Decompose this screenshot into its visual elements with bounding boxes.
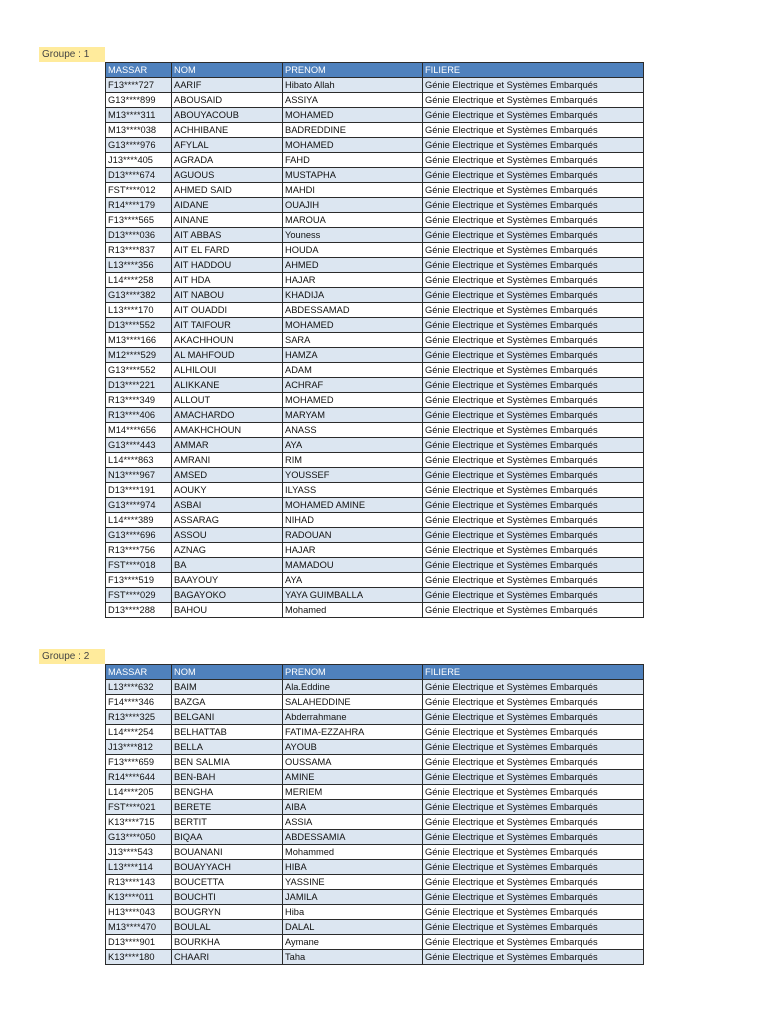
table-row bbox=[106, 243, 644, 258]
table-row bbox=[106, 168, 644, 183]
massar-cell: FST****012 bbox=[106, 183, 172, 198]
prenom-cell: AIBA bbox=[283, 800, 423, 815]
massar-cell: D13****674 bbox=[106, 168, 172, 183]
massar-cell: G13****974 bbox=[106, 498, 172, 513]
massar-cell: L13****632 bbox=[106, 680, 172, 695]
nom-cell: BOUCHTI bbox=[172, 890, 283, 905]
nom-cell: AMSED bbox=[172, 468, 283, 483]
nom-cell: BAGAYOKO bbox=[172, 588, 283, 603]
massar-cell: R13****325 bbox=[106, 710, 172, 725]
nom-cell: ALLOUT bbox=[172, 393, 283, 408]
massar-cell: L13****114 bbox=[106, 860, 172, 875]
group-2-label: Groupe : 2 bbox=[39, 649, 105, 664]
massar-cell: M13****038 bbox=[106, 123, 172, 138]
filiere-cell: Génie Electrique et Systèmes Embarqués bbox=[423, 740, 644, 755]
massar-cell: L14****254 bbox=[106, 725, 172, 740]
prenom-cell: HAJAR bbox=[283, 273, 423, 288]
massar-cell: J13****812 bbox=[106, 740, 172, 755]
filiere-cell: Génie Electrique et Systèmes Embarqués bbox=[423, 695, 644, 710]
table-row bbox=[106, 528, 644, 543]
prenom-cell: KHADIJA bbox=[283, 288, 423, 303]
massar-cell: F13****519 bbox=[106, 573, 172, 588]
group-1-label: Groupe : 1 bbox=[39, 47, 105, 62]
table-row bbox=[106, 453, 644, 468]
prenom-cell: HIBA bbox=[283, 860, 423, 875]
filiere-cell: Génie Electrique et Systèmes Embarqués bbox=[423, 905, 644, 920]
table-row bbox=[106, 573, 644, 588]
header-prenom: PRENOM bbox=[283, 63, 423, 78]
filiere-cell: Génie Electrique et Systèmes Embarqués bbox=[423, 815, 644, 830]
prenom-cell: RIM bbox=[283, 453, 423, 468]
massar-cell: D13****191 bbox=[106, 483, 172, 498]
filiere-cell: Génie Electrique et Systèmes Embarqués bbox=[423, 393, 644, 408]
prenom-cell: ASSIA bbox=[283, 815, 423, 830]
prenom-cell: DALAL bbox=[283, 920, 423, 935]
table-row bbox=[106, 785, 644, 800]
table-row bbox=[106, 830, 644, 845]
table-row bbox=[106, 318, 644, 333]
nom-cell: AMACHARDO bbox=[172, 408, 283, 423]
filiere-cell: Génie Electrique et Systèmes Embarqués bbox=[423, 800, 644, 815]
table-row bbox=[106, 363, 644, 378]
table-row bbox=[106, 408, 644, 423]
table-row bbox=[106, 498, 644, 513]
nom-cell: ALIKKANE bbox=[172, 378, 283, 393]
nom-cell: BEN SALMIA bbox=[172, 755, 283, 770]
nom-cell: AIT OUADDI bbox=[172, 303, 283, 318]
prenom-cell: RADOUAN bbox=[283, 528, 423, 543]
massar-cell: M13****311 bbox=[106, 108, 172, 123]
nom-cell: AKACHHOUN bbox=[172, 333, 283, 348]
filiere-cell: Génie Electrique et Systèmes Embarqués bbox=[423, 273, 644, 288]
filiere-cell: Génie Electrique et Systèmes Embarqués bbox=[423, 588, 644, 603]
prenom-cell: NIHAD bbox=[283, 513, 423, 528]
massar-cell: K13****715 bbox=[106, 815, 172, 830]
table-row bbox=[106, 258, 644, 273]
filiere-cell: Génie Electrique et Systèmes Embarqués bbox=[423, 198, 644, 213]
group-1-table bbox=[105, 62, 644, 618]
filiere-cell: Génie Electrique et Systèmes Embarqués bbox=[423, 875, 644, 890]
filiere-cell: Génie Electrique et Systèmes Embarqués bbox=[423, 558, 644, 573]
prenom-cell: MOHAMED AMINE bbox=[283, 498, 423, 513]
prenom-cell: ADAM bbox=[283, 363, 423, 378]
massar-cell: F14****346 bbox=[106, 695, 172, 710]
prenom-cell: ABDESSAMAD bbox=[283, 303, 423, 318]
nom-cell: AIT ABBAS bbox=[172, 228, 283, 243]
nom-cell: BELHATTAB bbox=[172, 725, 283, 740]
massar-cell: FST****021 bbox=[106, 800, 172, 815]
table-row bbox=[106, 770, 644, 785]
table-row bbox=[106, 138, 644, 153]
filiere-cell: Génie Electrique et Systèmes Embarqués bbox=[423, 93, 644, 108]
nom-cell: AIT HDA bbox=[172, 273, 283, 288]
filiere-cell: Génie Electrique et Systèmes Embarqués bbox=[423, 288, 644, 303]
massar-cell: L14****205 bbox=[106, 785, 172, 800]
massar-cell: N13****967 bbox=[106, 468, 172, 483]
massar-cell: G13****050 bbox=[106, 830, 172, 845]
nom-cell: ACHHIBANE bbox=[172, 123, 283, 138]
nom-cell: BOUAYYACH bbox=[172, 860, 283, 875]
nom-cell: BIQAA bbox=[172, 830, 283, 845]
table-row bbox=[106, 288, 644, 303]
header-massar: MASSAR bbox=[106, 63, 172, 78]
nom-cell: AIT NABOU bbox=[172, 288, 283, 303]
table-row bbox=[106, 108, 644, 123]
prenom-cell: MAMADOU bbox=[283, 558, 423, 573]
massar-cell: FST****029 bbox=[106, 588, 172, 603]
filiere-cell: Génie Electrique et Systèmes Embarqués bbox=[423, 183, 644, 198]
prenom-cell: AYA bbox=[283, 573, 423, 588]
table-row bbox=[106, 303, 644, 318]
filiere-cell: Génie Electrique et Systèmes Embarqués bbox=[423, 528, 644, 543]
nom-cell: AMMAR bbox=[172, 438, 283, 453]
massar-cell: M13****166 bbox=[106, 333, 172, 348]
table-header-row bbox=[106, 665, 644, 680]
table-row bbox=[106, 273, 644, 288]
table-row bbox=[106, 213, 644, 228]
filiere-cell: Génie Electrique et Systèmes Embarqués bbox=[423, 213, 644, 228]
massar-cell: D13****288 bbox=[106, 603, 172, 618]
filiere-cell: Génie Electrique et Systèmes Embarqués bbox=[423, 408, 644, 423]
table-row bbox=[106, 755, 644, 770]
table-row bbox=[106, 603, 644, 618]
massar-cell: D13****036 bbox=[106, 228, 172, 243]
nom-cell: AIT TAIFOUR bbox=[172, 318, 283, 333]
nom-cell: AMAKHCHOUN bbox=[172, 423, 283, 438]
massar-cell: D13****552 bbox=[106, 318, 172, 333]
nom-cell: CHAARI bbox=[172, 950, 283, 965]
prenom-cell: YASSINE bbox=[283, 875, 423, 890]
table-row bbox=[106, 680, 644, 695]
nom-cell: BAHOU bbox=[172, 603, 283, 618]
table-row bbox=[106, 905, 644, 920]
massar-cell: M13****470 bbox=[106, 920, 172, 935]
filiere-cell: Génie Electrique et Systèmes Embarqués bbox=[423, 228, 644, 243]
table-row bbox=[106, 333, 644, 348]
prenom-cell: SALAHEDDINE bbox=[283, 695, 423, 710]
table-row bbox=[106, 588, 644, 603]
prenom-cell: AHMED bbox=[283, 258, 423, 273]
table-row bbox=[106, 228, 644, 243]
filiere-cell: Génie Electrique et Systèmes Embarqués bbox=[423, 950, 644, 965]
massar-cell: R13****756 bbox=[106, 543, 172, 558]
nom-cell: BA bbox=[172, 558, 283, 573]
nom-cell: ASSOU bbox=[172, 528, 283, 543]
table-row bbox=[106, 513, 644, 528]
massar-cell: L13****170 bbox=[106, 303, 172, 318]
prenom-cell: MAHDI bbox=[283, 183, 423, 198]
prenom-cell: MOHAMED bbox=[283, 393, 423, 408]
filiere-cell: Génie Electrique et Systèmes Embarqués bbox=[423, 603, 644, 618]
prenom-cell: HAJAR bbox=[283, 543, 423, 558]
massar-cell: G13****696 bbox=[106, 528, 172, 543]
massar-cell: G13****443 bbox=[106, 438, 172, 453]
header-massar: MASSAR bbox=[106, 665, 172, 680]
prenom-cell: SARA bbox=[283, 333, 423, 348]
table-row bbox=[106, 393, 644, 408]
massar-cell: L14****863 bbox=[106, 453, 172, 468]
prenom-cell: AYOUB bbox=[283, 740, 423, 755]
massar-cell: F13****565 bbox=[106, 213, 172, 228]
nom-cell: BOULAL bbox=[172, 920, 283, 935]
prenom-cell: ASSIYA bbox=[283, 93, 423, 108]
prenom-cell: HOUDA bbox=[283, 243, 423, 258]
massar-cell: F13****659 bbox=[106, 755, 172, 770]
prenom-cell: Mohamed bbox=[283, 603, 423, 618]
filiere-cell: Génie Electrique et Systèmes Embarqués bbox=[423, 423, 644, 438]
table-row bbox=[106, 815, 644, 830]
filiere-cell: Génie Electrique et Systèmes Embarqués bbox=[423, 138, 644, 153]
header-filiere: FILIERE bbox=[423, 665, 644, 680]
table-row bbox=[106, 800, 644, 815]
massar-cell: M12****529 bbox=[106, 348, 172, 363]
prenom-cell: ACHRAF bbox=[283, 378, 423, 393]
massar-cell: K13****180 bbox=[106, 950, 172, 965]
nom-cell: BAAYOUY bbox=[172, 573, 283, 588]
massar-cell: R13****406 bbox=[106, 408, 172, 423]
massar-cell: G13****552 bbox=[106, 363, 172, 378]
nom-cell: AIT HADDOU bbox=[172, 258, 283, 273]
prenom-cell: AMINE bbox=[283, 770, 423, 785]
filiere-cell: Génie Electrique et Systèmes Embarqués bbox=[423, 725, 644, 740]
nom-cell: BEN-BAH bbox=[172, 770, 283, 785]
filiere-cell: Génie Electrique et Systèmes Embarqués bbox=[423, 168, 644, 183]
filiere-cell: Génie Electrique et Systèmes Embarqués bbox=[423, 123, 644, 138]
massar-cell: H13****043 bbox=[106, 905, 172, 920]
table-header-row bbox=[106, 63, 644, 78]
nom-cell: ABOUSAID bbox=[172, 93, 283, 108]
massar-cell: FST****018 bbox=[106, 558, 172, 573]
prenom-cell: Youness bbox=[283, 228, 423, 243]
massar-cell: L13****356 bbox=[106, 258, 172, 273]
massar-cell: R13****349 bbox=[106, 393, 172, 408]
prenom-cell: FATIMA-EZZAHRA bbox=[283, 725, 423, 740]
filiere-cell: Génie Electrique et Systèmes Embarqués bbox=[423, 438, 644, 453]
filiere-cell: Génie Electrique et Systèmes Embarqués bbox=[423, 935, 644, 950]
prenom-cell: Mohammed bbox=[283, 845, 423, 860]
table-row bbox=[106, 468, 644, 483]
prenom-cell: Abderrahmane bbox=[283, 710, 423, 725]
massar-cell: R14****179 bbox=[106, 198, 172, 213]
nom-cell: BOUGRYN bbox=[172, 905, 283, 920]
massar-cell: D13****901 bbox=[106, 935, 172, 950]
nom-cell: BAZGA bbox=[172, 695, 283, 710]
nom-cell: BELLA bbox=[172, 740, 283, 755]
nom-cell: BAIM bbox=[172, 680, 283, 695]
prenom-cell: Ala.Eddine bbox=[283, 680, 423, 695]
massar-cell: J13****405 bbox=[106, 153, 172, 168]
massar-cell: R13****837 bbox=[106, 243, 172, 258]
prenom-cell: JAMILA bbox=[283, 890, 423, 905]
filiere-cell: Génie Electrique et Systèmes Embarqués bbox=[423, 920, 644, 935]
filiere-cell: Génie Electrique et Systèmes Embarqués bbox=[423, 755, 644, 770]
nom-cell: AOUKY bbox=[172, 483, 283, 498]
filiere-cell: Génie Electrique et Systèmes Embarqués bbox=[423, 108, 644, 123]
nom-cell: AINANE bbox=[172, 213, 283, 228]
massar-cell: D13****221 bbox=[106, 378, 172, 393]
massar-cell: J13****543 bbox=[106, 845, 172, 860]
filiere-cell: Génie Electrique et Systèmes Embarqués bbox=[423, 785, 644, 800]
nom-cell: AL MAHFOUD bbox=[172, 348, 283, 363]
prenom-cell: YAYA GUIMBALLA bbox=[283, 588, 423, 603]
filiere-cell: Génie Electrique et Systèmes Embarqués bbox=[423, 303, 644, 318]
table-row bbox=[106, 725, 644, 740]
filiere-cell: Génie Electrique et Systèmes Embarqués bbox=[423, 243, 644, 258]
table-row bbox=[106, 695, 644, 710]
table-row bbox=[106, 348, 644, 363]
filiere-cell: Génie Electrique et Systèmes Embarqués bbox=[423, 513, 644, 528]
prenom-cell: Hibato Allah bbox=[283, 78, 423, 93]
prenom-cell: Hiba bbox=[283, 905, 423, 920]
header-nom: NOM bbox=[172, 63, 283, 78]
header-nom: NOM bbox=[172, 665, 283, 680]
filiere-cell: Génie Electrique et Systèmes Embarqués bbox=[423, 318, 644, 333]
table-row bbox=[106, 950, 644, 965]
prenom-cell: FAHD bbox=[283, 153, 423, 168]
header-filiere: FILIERE bbox=[423, 63, 644, 78]
nom-cell: AHMED SAID bbox=[172, 183, 283, 198]
table-row bbox=[106, 860, 644, 875]
massar-cell: G13****899 bbox=[106, 93, 172, 108]
filiere-cell: Génie Electrique et Systèmes Embarqués bbox=[423, 363, 644, 378]
massar-cell: L14****389 bbox=[106, 513, 172, 528]
nom-cell: AIT EL FARD bbox=[172, 243, 283, 258]
filiere-cell: Génie Electrique et Systèmes Embarqués bbox=[423, 468, 644, 483]
nom-cell: AFYLAL bbox=[172, 138, 283, 153]
table-row bbox=[106, 543, 644, 558]
filiere-cell: Génie Electrique et Systèmes Embarqués bbox=[423, 483, 644, 498]
nom-cell: AGRADA bbox=[172, 153, 283, 168]
massar-cell: R14****644 bbox=[106, 770, 172, 785]
filiere-cell: Génie Electrique et Systèmes Embarqués bbox=[423, 680, 644, 695]
prenom-cell: YOUSSEF bbox=[283, 468, 423, 483]
filiere-cell: Génie Electrique et Systèmes Embarqués bbox=[423, 860, 644, 875]
prenom-cell: ANASS bbox=[283, 423, 423, 438]
prenom-cell: MOHAMED bbox=[283, 108, 423, 123]
nom-cell: ALHILOUI bbox=[172, 363, 283, 378]
table-row bbox=[106, 198, 644, 213]
massar-cell: K13****011 bbox=[106, 890, 172, 905]
filiere-cell: Génie Electrique et Systèmes Embarqués bbox=[423, 845, 644, 860]
filiere-cell: Génie Electrique et Systèmes Embarqués bbox=[423, 543, 644, 558]
nom-cell: BOUANANI bbox=[172, 845, 283, 860]
prenom-cell: MUSTAPHA bbox=[283, 168, 423, 183]
prenom-cell: AYA bbox=[283, 438, 423, 453]
nom-cell: ASSARAG bbox=[172, 513, 283, 528]
nom-cell: AIDANE bbox=[172, 198, 283, 213]
prenom-cell: MERIEM bbox=[283, 785, 423, 800]
filiere-cell: Génie Electrique et Systèmes Embarqués bbox=[423, 498, 644, 513]
nom-cell: AARIF bbox=[172, 78, 283, 93]
table-row bbox=[106, 93, 644, 108]
table-row bbox=[106, 378, 644, 393]
nom-cell: BENGHA bbox=[172, 785, 283, 800]
prenom-cell: MAROUA bbox=[283, 213, 423, 228]
nom-cell: BOURKHA bbox=[172, 935, 283, 950]
filiere-cell: Génie Electrique et Systèmes Embarqués bbox=[423, 348, 644, 363]
prenom-cell: OUSSAMA bbox=[283, 755, 423, 770]
filiere-cell: Génie Electrique et Systèmes Embarqués bbox=[423, 830, 644, 845]
header-prenom: PRENOM bbox=[283, 665, 423, 680]
massar-cell: L14****258 bbox=[106, 273, 172, 288]
filiere-cell: Génie Electrique et Systèmes Embarqués bbox=[423, 710, 644, 725]
table-row bbox=[106, 935, 644, 950]
filiere-cell: Génie Electrique et Systèmes Embarqués bbox=[423, 453, 644, 468]
table-row bbox=[106, 920, 644, 935]
filiere-cell: Génie Electrique et Systèmes Embarqués bbox=[423, 378, 644, 393]
prenom-cell: Aymane bbox=[283, 935, 423, 950]
table-row bbox=[106, 845, 644, 860]
table-row bbox=[106, 890, 644, 905]
table-row bbox=[106, 438, 644, 453]
table-row bbox=[106, 558, 644, 573]
table-row bbox=[106, 875, 644, 890]
prenom-cell: BADREDDINE bbox=[283, 123, 423, 138]
filiere-cell: Génie Electrique et Systèmes Embarqués bbox=[423, 890, 644, 905]
group-2-table bbox=[105, 664, 644, 965]
table-row bbox=[106, 183, 644, 198]
table-row bbox=[106, 740, 644, 755]
nom-cell: AMRANI bbox=[172, 453, 283, 468]
table-row bbox=[106, 710, 644, 725]
table-row bbox=[106, 123, 644, 138]
massar-cell: R13****143 bbox=[106, 875, 172, 890]
nom-cell: ASBAI bbox=[172, 498, 283, 513]
nom-cell: AZNAG bbox=[172, 543, 283, 558]
prenom-cell: Taha bbox=[283, 950, 423, 965]
prenom-cell: ILYASS bbox=[283, 483, 423, 498]
filiere-cell: Génie Electrique et Systèmes Embarqués bbox=[423, 333, 644, 348]
massar-cell: G13****382 bbox=[106, 288, 172, 303]
filiere-cell: Génie Electrique et Systèmes Embarqués bbox=[423, 153, 644, 168]
nom-cell: BERETE bbox=[172, 800, 283, 815]
table-row bbox=[106, 153, 644, 168]
massar-cell: F13****727 bbox=[106, 78, 172, 93]
table-row bbox=[106, 78, 644, 93]
prenom-cell: MARYAM bbox=[283, 408, 423, 423]
nom-cell: ABOUYACOUB bbox=[172, 108, 283, 123]
prenom-cell: ABDESSAMIA bbox=[283, 830, 423, 845]
nom-cell: BELGANI bbox=[172, 710, 283, 725]
table-row bbox=[106, 423, 644, 438]
nom-cell: BOUCETTA bbox=[172, 875, 283, 890]
nom-cell: AGUOUS bbox=[172, 168, 283, 183]
prenom-cell: HAMZA bbox=[283, 348, 423, 363]
filiere-cell: Génie Electrique et Systèmes Embarqués bbox=[423, 573, 644, 588]
filiere-cell: Génie Electrique et Systèmes Embarqués bbox=[423, 258, 644, 273]
prenom-cell: OUAJIH bbox=[283, 198, 423, 213]
filiere-cell: Génie Electrique et Systèmes Embarqués bbox=[423, 770, 644, 785]
massar-cell: M14****656 bbox=[106, 423, 172, 438]
prenom-cell: MOHAMED bbox=[283, 318, 423, 333]
prenom-cell: MOHAMED bbox=[283, 138, 423, 153]
filiere-cell: Génie Electrique et Systèmes Embarqués bbox=[423, 78, 644, 93]
table-row bbox=[106, 483, 644, 498]
nom-cell: BERTIT bbox=[172, 815, 283, 830]
massar-cell: G13****976 bbox=[106, 138, 172, 153]
